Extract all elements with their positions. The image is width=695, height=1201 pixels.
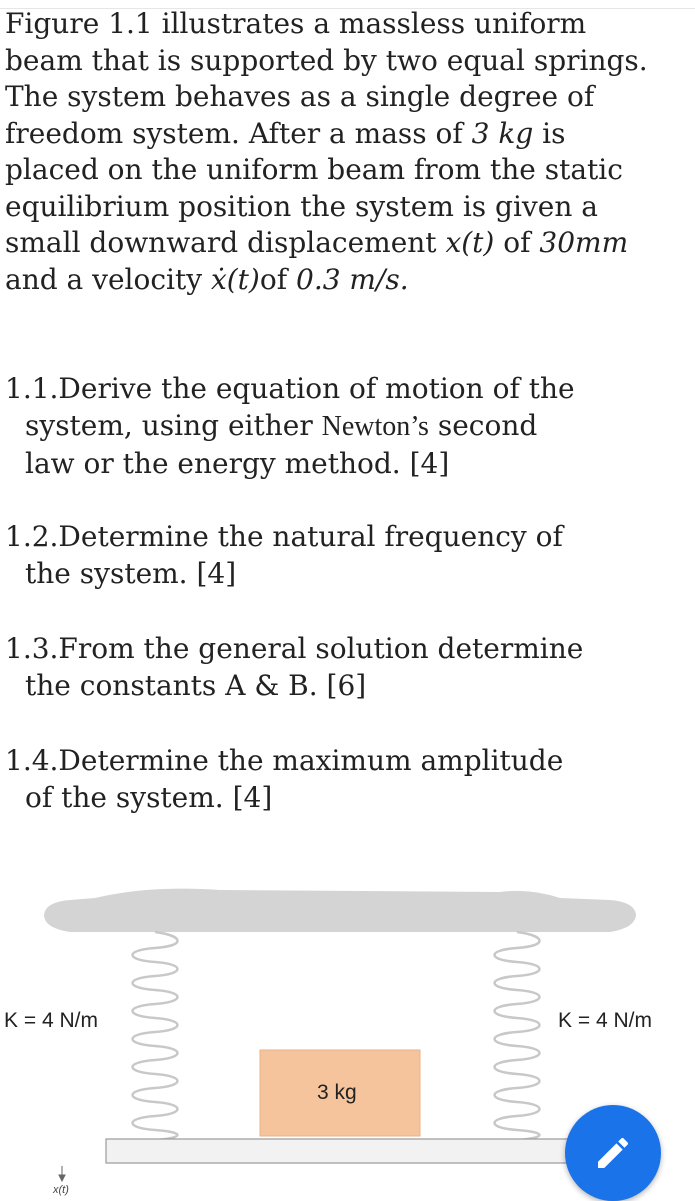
question-4 <box>5 742 685 816</box>
intro-line-8 <box>5 262 685 299</box>
question-3-line-1: 1.3.From the general solution determine <box>5 632 584 665</box>
intro-line-4 <box>5 116 685 153</box>
velocity-symbol: ẋ(t) <box>210 262 260 296</box>
right-spring-label: K = 4 N/m <box>558 1009 652 1032</box>
question-2-line-2: the system. [4] <box>25 557 237 590</box>
velocity-value: 0.3 m/s. <box>296 262 409 296</box>
question-3-line-2: the constants A & B. [6] <box>25 669 367 702</box>
displacement-arrow <box>59 1166 65 1181</box>
question-1-line-2c: second <box>428 409 538 442</box>
intro-line-8-of: of <box>259 262 288 296</box>
ceiling-support <box>44 889 636 932</box>
intro-line-2: beam that is supported by two equal springs. <box>5 43 648 77</box>
intro-line-6: equilibrium position the system is given a <box>5 189 598 223</box>
intro-line-4-text: freedom system. After a mass of <box>5 116 463 150</box>
question-1 <box>5 370 685 482</box>
edit-button[interactable] <box>565 1105 661 1201</box>
intro-line-5: placed on the uniform beam from the static <box>5 153 623 186</box>
displacement-value: 30mm <box>539 226 629 259</box>
mass-label: 3 kg <box>317 1081 357 1104</box>
pencil-icon <box>593 1133 633 1173</box>
displacement-symbol: x(t) <box>445 226 495 259</box>
mass-value: 3 kg <box>471 116 534 150</box>
intro-line-7-of: of <box>503 226 531 259</box>
question-1-line-2 <box>5 407 685 445</box>
intro-line-3: The system behaves as a single degree of <box>5 80 595 113</box>
intro-line-7 <box>5 225 685 262</box>
beam <box>106 1139 586 1163</box>
intro-line-4-end: is <box>542 116 566 150</box>
intro-line-7-text: small downward displacement <box>5 226 437 259</box>
question-1-newton: Newton’s <box>321 411 429 442</box>
intro-line-1: Figure 1.1 illustrates a massless uniform <box>5 7 587 40</box>
question-2-line-1: 1.2.Determine the natural frequency of <box>5 520 563 553</box>
problem-intro <box>5 6 685 298</box>
left-spring-label: K = 4 N/m <box>4 1009 98 1032</box>
right-spring <box>495 932 540 1140</box>
left-spring <box>133 932 178 1140</box>
question-4-line-2: of the system. [4] <box>25 781 273 814</box>
displacement-label: x(t) <box>53 1184 69 1196</box>
question-2 <box>5 518 685 592</box>
question-1-line-1: 1.1.Derive the equation of motion of the <box>5 372 575 405</box>
question-1-line-2a: system, using either <box>25 409 322 442</box>
question-3 <box>5 630 685 704</box>
question-4-line-1: 1.4.Determine the maximum amplitude <box>5 744 564 777</box>
intro-line-8-text: and a velocity <box>5 262 203 296</box>
question-1-line-3: law or the energy method. [4] <box>25 447 450 480</box>
